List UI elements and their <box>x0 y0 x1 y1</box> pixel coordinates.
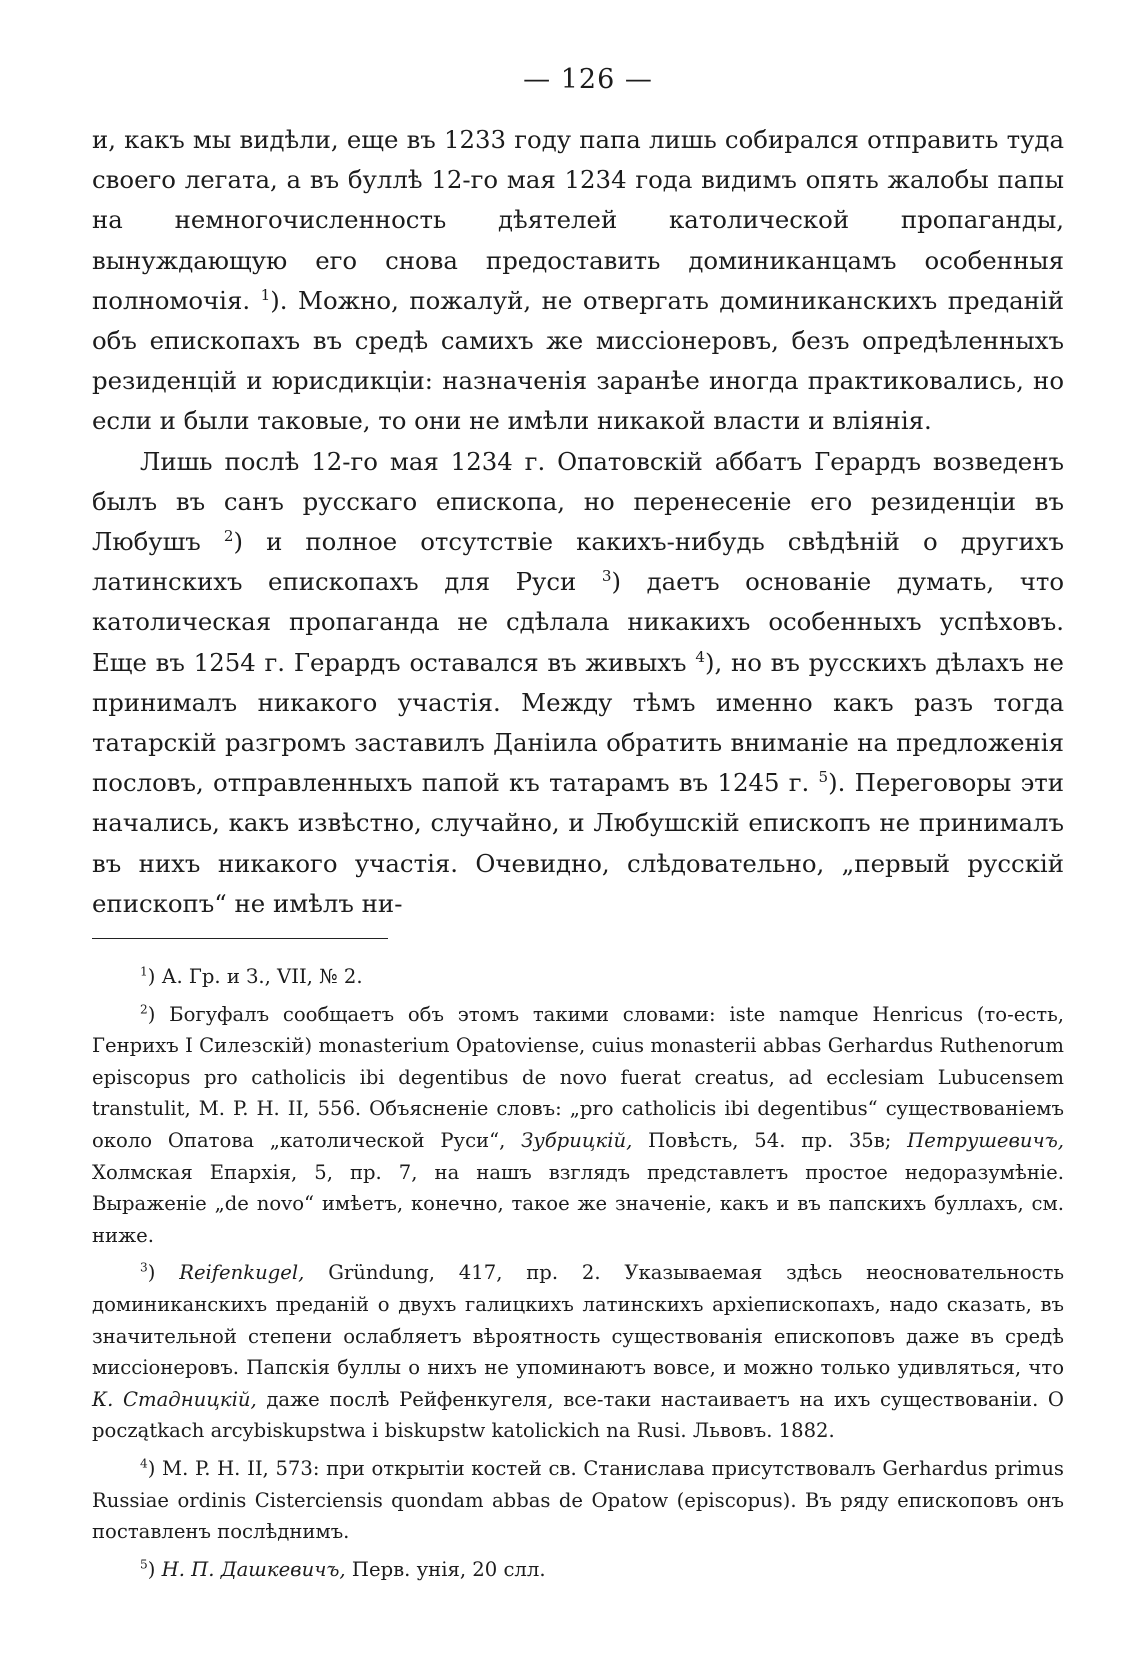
footnote-3: $^3$) Reifenkugel, Gründung, 417, пр. 2. Указываемая здѣсь неосновательность доминиканскихъ преданій о двухъ галицкихъ латинскихъ архіепископахъ, надо сказать, въ значительной степени ослабляетъ вѣроятность существованія епископовъ даже въ средѣ миссіонеровъ. Папскія буллы о нихъ не упоминаютъ вовсе, и можно только удивляться, что К. Стадницкій, даже послѣ Рейфенкугеля, все-таки настаиваетъ на ихъ существованіи. O początkach arcybiskupstwa i biskupstw katolickich na Rusi. Львовъ. 1882. <box>92 1260 1065 1443</box>
footnote-2-mark: 2 <box>140 1002 148 1017</box>
footnote-4 <box>92 1453 1064 1548</box>
paragraph-2 <box>92 442 1064 924</box>
paragraph-1-text-b: ). Можно, пожалуй, не отвергать доминиканскихъ преданій объ епископахъ въ средѣ самихъ же миссіонеровъ, безъ опредѣленныхъ резиденцій и юрисдикціи: назначенія заранѣе иногда практиковались, но если и были таковые, то они не имѣли никакой власти и вліянія. <box>92 285 1064 436</box>
footnote-3-text-b: даже послѣ Рейфенкугеля, все-таки настаиваетъ на ихъ существованіи. O początkach arcybiskupstwa i biskupstw katolickich na Rusi. Львовъ. 1882. <box>92 1387 1065 1443</box>
footnote-2-author-petrushevich: Петрушевичъ, <box>907 1129 1064 1153</box>
footnote-2-text-c: Холмская Епархія, 5, пр. 7, на нашъ взглядъ представлетъ простое недоразумѣніе. Выраженіе „de novo“ имѣетъ, конечно, такое же значеніе, какъ и въ папскихъ буллахъ, см. ниже. <box>92 1160 1064 1247</box>
paragraph-1-text-a: и, какъ мы видѣли, еще въ 1233 году папа лишь собирался отправить туда своего легата, а въ буллѣ 12-го мая 1234 года видимъ опять жалобы папы на немногочисленность дѣятелей католической пропаганды, вынуждающую его снова предоставить доминиканцамъ особенныя полномочія. <box>92 125 1064 315</box>
footnote-3-author-reifenkugel: Reifenkugel, <box>179 1261 305 1285</box>
paragraph-2-text-e: ). Переговоры эти начались, какъ извѣстно, случайно, и Любушскій епископъ не принималъ въ нихъ никакого участія. Очевидно, слѣдовательно, „первый русскій епископъ“ не имѣлъ ни- <box>92 768 1064 918</box>
footnote-ref-2[interactable]: 2 <box>223 526 234 545</box>
footnote-1-mark: 1 <box>140 964 148 979</box>
footnote-5-mark: 5 <box>140 1557 148 1572</box>
footnote-ref-3[interactable]: 3 <box>601 567 612 586</box>
footnote-2 <box>92 999 1064 1252</box>
footnote-2-text-b: Повѣсть, 54. пр. 35в; <box>648 1129 892 1153</box>
paragraph-1 <box>92 120 1064 442</box>
main-text <box>92 120 1064 924</box>
footnotes <box>92 961 1064 1585</box>
footnote-separator <box>92 938 388 939</box>
footnote-3-mark: 3 <box>140 1260 148 1275</box>
paragraph-2-text-d: ), но въ русскихъ дѣлахъ не принималъ никакого участія. Между тѣмъ именно какъ разъ тогда татарскій разгромъ заставилъ Даніила обратить вниманіе на предложенія пословъ, отправленныхъ папой къ татарамъ въ 1245 г. <box>92 647 1064 798</box>
footnote-3-author-stadnicki: К. Стадницкій, <box>92 1387 257 1411</box>
footnote-ref-1[interactable]: 1 <box>260 285 271 304</box>
footnote-ref-4[interactable]: 4 <box>695 647 705 666</box>
page-number: — 126 — <box>523 64 653 95</box>
paragraph-2-text-c: ) даетъ основаніе думать, что католическая пропаганда не сдѣлала никакихъ особенныхъ успѣховъ. Еще въ 1254 г. Герардъ оставался въ живыхъ <box>92 567 1065 677</box>
footnote-5: $^5$) Н. П. Дашкевичъ, Перв. унія, 20 слл. <box>140 1557 546 1581</box>
footnote-4-mark: 4 <box>140 1456 148 1471</box>
footnote-1 <box>92 961 1064 993</box>
paragraph-2-text-b: ) и полное отсутствіе какихъ-нибудь свѣдѣній о другихъ латинскихъ епископахъ для Руси <box>92 527 1064 597</box>
paragraph-2-text-a: Лишь послѣ 12-го мая 1234 г. Опатовскій аббатъ Герардъ возведенъ былъ въ санъ русскаго епископа, но перенесеніе его резиденціи въ Любушъ <box>92 446 1064 557</box>
footnote-3-text-a: Gründung, 417, пр. 2. Указываемая здѣсь неосновательность доминиканскихъ преданій о двухъ галицкихъ латинскихъ архіепископахъ, надо сказать, въ значительной степени ослабляетъ вѣроятность существованія епископовъ даже въ средѣ миссіонеровъ. Папскія буллы о нихъ не упоминаютъ вовсе, и можно только удивляться, что <box>92 1261 1064 1380</box>
footnote-5-text: Перв. унія, 20 слл. <box>351 1557 546 1581</box>
footnote-5-author-dashkevich: Н. П. Дашкевичъ, <box>161 1557 346 1581</box>
footnote-2-author-zubritsky: Зубрицкій, <box>521 1129 633 1153</box>
footnote-4-text: ) M. P. H. II, 573: при открытіи костей св. Станислава присутствовалъ Gerhardus primus Russiae ordinis Cisterciensis quondam abbas de Opatow (episcopus). Въ ряду епископовъ онъ поставленъ послѣднимъ. <box>92 1456 1064 1544</box>
footnote-ref-5[interactable]: 5 <box>818 768 829 787</box>
footnote-1-text: ) А. Гр. и З., VII, № 2. <box>147 965 363 989</box>
footnote-2-text-a: ) Богуфалъ сообщаетъ объ этомъ такими словами: iste namque Henricus (то-есть, Генрихъ I Силезскій) monasterium Opatoviense, cuius monasterii abbas Gerhardus Ruthenorum episcopus pro catholicis ibi degentibus de novo fuerat creatus, ad ecclesiam Lubucensem transtulit, M. P. H. II, 556. Объясненіе словъ: „pro catholicis ibi degentibus“ существованіемъ около Опатова „католической Руси“, <box>92 1002 1064 1153</box>
